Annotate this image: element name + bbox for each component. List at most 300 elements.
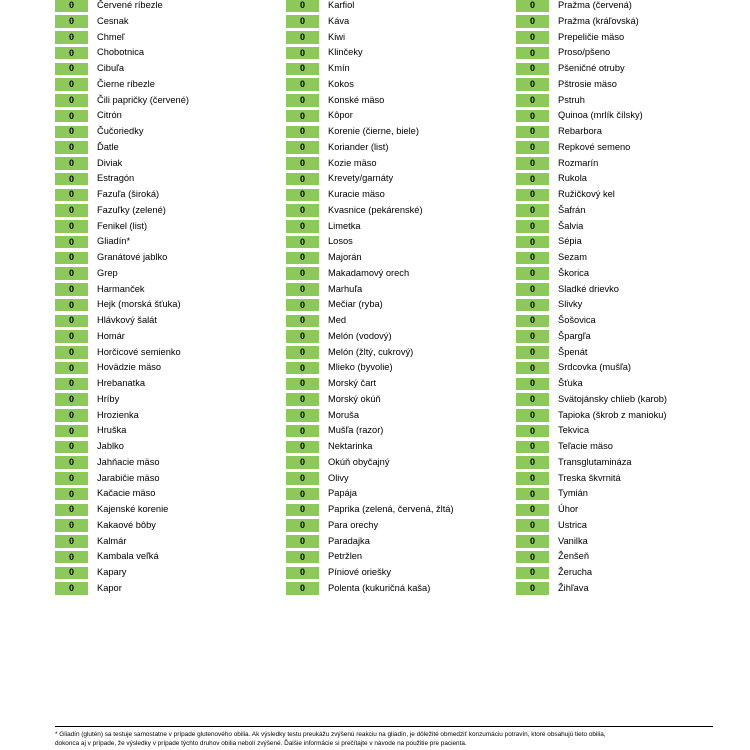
reaction-score-badge: 0 [55, 236, 88, 249]
food-name: Morský čart [328, 378, 377, 389]
food-name: Žerucha [558, 567, 593, 578]
food-name: Gliadín* [97, 236, 131, 247]
food-name: Kambala veľká [97, 551, 159, 562]
food-row [516, 471, 667, 487]
food-name: Sezam [558, 252, 587, 263]
food-name: Kokos [328, 78, 354, 89]
reaction-score-badge: 0 [55, 141, 88, 154]
reaction-score-badge: 0 [516, 220, 549, 233]
reaction-score-badge: 0 [55, 456, 88, 469]
food-row [286, 61, 454, 77]
reaction-score-badge: 0 [55, 63, 88, 76]
food-row [286, 14, 454, 30]
footnote-line-1: * Gliadín (glutén) sa testuje samostatne v prípade glutenového obilia. Ak výsledky testu preukážu zvýšenú reakciu na gliadín, je dôležité obmedziť konzumáciu potravín, ktoré obsahujú tieto obilia, [55, 731, 606, 738]
food-row [516, 360, 667, 376]
food-name: Morský okúň [328, 393, 381, 404]
food-name: Hríby [97, 393, 120, 404]
reaction-score-badge: 0 [516, 409, 549, 422]
reaction-score-badge: 0 [516, 535, 549, 548]
food-name: Okúň obyčajný [328, 456, 390, 467]
food-row [286, 45, 454, 61]
food-name: Jahňacie mäso [97, 456, 160, 467]
food-name: Kajenské korenie [97, 504, 169, 515]
reaction-score-badge: 0 [286, 63, 319, 76]
reaction-score-badge: 0 [286, 567, 319, 580]
reaction-score-badge: 0 [516, 0, 549, 12]
reaction-score-badge: 0 [286, 252, 319, 265]
food-row [286, 439, 454, 455]
reaction-score-badge: 0 [55, 472, 88, 485]
reaction-score-badge: 0 [55, 31, 88, 44]
food-row [55, 187, 189, 203]
reaction-score-badge: 0 [516, 315, 549, 328]
food-row [516, 455, 667, 471]
food-name: Šalvia [558, 220, 584, 231]
reaction-score-badge: 0 [55, 0, 88, 12]
reaction-score-badge: 0 [55, 126, 88, 139]
reaction-score-badge: 0 [55, 15, 88, 28]
food-name: Rukola [558, 173, 587, 184]
food-row [55, 534, 189, 550]
food-row [55, 360, 189, 376]
food-row [516, 581, 667, 597]
food-row [55, 156, 189, 172]
food-name: Citrón [97, 110, 122, 121]
food-row [516, 376, 667, 392]
reaction-score-badge: 0 [516, 378, 549, 391]
food-row [286, 329, 454, 345]
reaction-score-badge: 0 [55, 330, 88, 343]
food-row [286, 518, 454, 534]
food-row [286, 30, 454, 46]
food-name: Tymián [558, 488, 588, 499]
reaction-score-badge: 0 [286, 267, 319, 280]
food-row [286, 502, 454, 518]
food-name: Para orechy [328, 519, 379, 530]
food-row [55, 297, 189, 313]
food-row [516, 124, 667, 140]
food-name: Úhor [558, 504, 579, 515]
reaction-score-badge: 0 [286, 378, 319, 391]
food-row [516, 14, 667, 30]
food-name: Majorán [328, 252, 362, 263]
food-row [286, 219, 454, 235]
reaction-score-badge: 0 [55, 94, 88, 107]
food-name: Červené ríbezle [97, 0, 163, 11]
food-row [516, 93, 667, 109]
food-row [286, 187, 454, 203]
food-row [516, 534, 667, 550]
reaction-score-badge: 0 [286, 220, 319, 233]
reaction-score-badge: 0 [55, 519, 88, 532]
food-row [516, 518, 667, 534]
food-row [516, 297, 667, 313]
food-name: Petržlen [328, 551, 363, 562]
food-name: Ďatle [97, 141, 119, 152]
reaction-score-badge: 0 [286, 31, 319, 44]
reaction-score-badge: 0 [516, 330, 549, 343]
reaction-score-badge: 0 [516, 78, 549, 91]
food-row [55, 45, 189, 61]
food-name: Losos [328, 236, 353, 247]
food-name: Limetka [328, 220, 361, 231]
food-name: Krevety/garnáty [328, 173, 394, 184]
reaction-score-badge: 0 [55, 567, 88, 580]
food-name: Jarabičie mäso [97, 472, 160, 483]
food-name: Harmanček [97, 283, 145, 294]
food-column-2 [286, 0, 454, 597]
food-row [55, 471, 189, 487]
food-row [55, 329, 189, 345]
reaction-score-badge: 0 [55, 488, 88, 501]
food-name: Estragón [97, 173, 135, 184]
food-name: Rebarbora [558, 126, 602, 137]
food-name: Šťuka [558, 378, 583, 389]
food-row [516, 345, 667, 361]
food-name: Moruša [328, 409, 360, 420]
food-name: Píniové oriešky [328, 567, 392, 578]
food-name: Transglutamináza [558, 456, 632, 467]
food-column-3 [516, 0, 667, 597]
food-name: Karfiol [328, 0, 355, 11]
reaction-score-badge: 0 [55, 47, 88, 60]
reaction-score-badge: 0 [516, 567, 549, 580]
reaction-score-badge: 0 [516, 299, 549, 312]
food-row [55, 108, 189, 124]
food-row [516, 565, 667, 581]
reaction-score-badge: 0 [516, 204, 549, 217]
food-name: Tekvica [558, 425, 589, 436]
reaction-score-badge: 0 [516, 63, 549, 76]
food-name: Žihľava [558, 582, 589, 593]
food-name: Hlávkový šalát [97, 315, 157, 326]
reaction-score-badge: 0 [516, 31, 549, 44]
food-name: Kvasnice (pekárenské) [328, 204, 423, 215]
reaction-score-badge: 0 [286, 393, 319, 406]
food-name: Horčicové semienko [97, 346, 181, 357]
reaction-score-badge: 0 [516, 441, 549, 454]
food-name: Pražma (červená) [558, 0, 632, 11]
food-name: Šošovica [558, 315, 596, 326]
food-name: Pštrosie mäso [558, 78, 617, 89]
food-row [286, 360, 454, 376]
food-row [516, 171, 667, 187]
food-name: Ustrica [558, 519, 587, 530]
food-row [55, 313, 189, 329]
food-row [286, 376, 454, 392]
food-row [286, 108, 454, 124]
reaction-score-badge: 0 [286, 15, 319, 28]
food-row [55, 282, 189, 298]
food-name: Granátové jablko [97, 252, 168, 263]
food-row [55, 408, 189, 424]
food-row [286, 156, 454, 172]
reaction-score-badge: 0 [516, 393, 549, 406]
food-row [516, 502, 667, 518]
food-name: Kakaové bôby [97, 519, 156, 530]
food-name: Čili papričky (červené) [97, 94, 189, 105]
food-row [286, 345, 454, 361]
reaction-score-badge: 0 [55, 299, 88, 312]
food-name: Kalmár [97, 535, 127, 546]
food-name: Mečiar (ryba) [328, 299, 383, 310]
reaction-score-badge: 0 [516, 157, 549, 170]
food-name: Špenát [558, 346, 588, 357]
reaction-score-badge: 0 [55, 362, 88, 375]
food-name: Fazuľa (široká) [97, 189, 160, 200]
food-name: Hrozienka [97, 409, 139, 420]
food-name: Grep [97, 267, 118, 278]
reaction-score-badge: 0 [286, 299, 319, 312]
food-row [516, 439, 667, 455]
reaction-score-badge: 0 [55, 535, 88, 548]
food-name: Papája [328, 488, 357, 499]
food-row [516, 187, 667, 203]
reaction-score-badge: 0 [55, 189, 88, 202]
reaction-score-badge: 0 [55, 551, 88, 564]
food-name: Fazuľky (zelené) [97, 204, 166, 215]
reaction-score-badge: 0 [286, 582, 319, 595]
food-row [516, 203, 667, 219]
food-row [55, 250, 189, 266]
reaction-score-badge: 0 [286, 315, 319, 328]
food-row [286, 266, 454, 282]
reaction-score-badge: 0 [516, 236, 549, 249]
food-row [286, 549, 454, 565]
food-name: Pstruh [558, 94, 585, 105]
food-row [516, 30, 667, 46]
food-row [286, 140, 454, 156]
food-name: Melón (žltý, cukrový) [328, 346, 414, 357]
food-row [286, 471, 454, 487]
food-name: Čučoriedky [97, 126, 144, 137]
reaction-score-badge: 0 [286, 204, 319, 217]
food-row [286, 250, 454, 266]
food-row [516, 423, 667, 439]
reaction-score-badge: 0 [286, 409, 319, 422]
food-name: Špargľa [558, 330, 591, 341]
reaction-score-badge: 0 [55, 441, 88, 454]
food-row [286, 234, 454, 250]
food-row [286, 313, 454, 329]
food-row [55, 486, 189, 502]
reaction-score-badge: 0 [286, 47, 319, 60]
food-name: Sladké drievko [558, 283, 619, 294]
food-row [516, 108, 667, 124]
reaction-score-badge: 0 [516, 488, 549, 501]
food-row [55, 502, 189, 518]
food-row [286, 486, 454, 502]
food-row [516, 486, 667, 502]
food-name: Marhuľa [328, 283, 363, 294]
food-name: Hrebanatka [97, 378, 146, 389]
food-name: Mlieko (byvolie) [328, 362, 393, 373]
food-name: Káva [328, 15, 350, 26]
reaction-score-badge: 0 [286, 110, 319, 123]
food-name: Rozmarín [558, 157, 599, 168]
food-name: Kuracie mäso [328, 189, 385, 200]
reaction-score-badge: 0 [286, 78, 319, 91]
reaction-score-badge: 0 [516, 283, 549, 296]
reaction-score-badge: 0 [286, 346, 319, 359]
food-name: Proso/pšeno [558, 47, 611, 58]
food-row [286, 93, 454, 109]
reaction-score-badge: 0 [286, 488, 319, 501]
food-row [516, 61, 667, 77]
food-name: Polenta (kukuričná kaša) [328, 582, 431, 593]
food-name: Paprika (zelená, červená, žltá) [328, 504, 454, 515]
food-name: Mušľa (razor) [328, 425, 384, 436]
food-name: Koriander (list) [328, 141, 389, 152]
reaction-score-badge: 0 [516, 346, 549, 359]
food-name: Srdcovka (mušľa) [558, 362, 631, 373]
food-row [286, 203, 454, 219]
food-name: Kôpor [328, 110, 353, 121]
food-row [516, 156, 667, 172]
food-name: Hruška [97, 425, 127, 436]
reaction-score-badge: 0 [55, 204, 88, 217]
food-row [516, 408, 667, 424]
food-row [286, 581, 454, 597]
reaction-score-badge: 0 [55, 220, 88, 233]
food-row [55, 345, 189, 361]
reaction-score-badge: 0 [516, 15, 549, 28]
food-name: Cesnak [97, 15, 129, 26]
food-row [55, 392, 189, 408]
reaction-score-badge: 0 [516, 267, 549, 280]
food-name: Konské mäso [328, 94, 385, 105]
food-name: Korenie (čierne, biele) [328, 126, 419, 137]
reaction-score-badge: 0 [516, 126, 549, 139]
food-name: Paradajka [328, 535, 370, 546]
reaction-score-badge: 0 [516, 551, 549, 564]
food-row [516, 392, 667, 408]
reaction-score-badge: 0 [55, 378, 88, 391]
food-name: Pšeničné otruby [558, 63, 625, 74]
reaction-score-badge: 0 [55, 315, 88, 328]
food-name: Fenikel (list) [97, 220, 148, 231]
food-name: Quinoa (mrlík čílsky) [558, 110, 643, 121]
food-name: Cibuľa [97, 63, 125, 74]
reaction-score-badge: 0 [516, 141, 549, 154]
food-row [286, 423, 454, 439]
food-row [55, 30, 189, 46]
food-row [286, 0, 454, 14]
food-row [55, 581, 189, 597]
food-row [286, 408, 454, 424]
food-row [516, 250, 667, 266]
reaction-score-badge: 0 [286, 362, 319, 375]
food-row [516, 234, 667, 250]
food-row [516, 329, 667, 345]
food-row [286, 297, 454, 313]
food-name: Kapor [97, 582, 122, 593]
food-row [55, 219, 189, 235]
food-name: Diviak [97, 157, 123, 168]
food-name: Svätojánsky chlieb (karob) [558, 393, 668, 404]
reaction-score-badge: 0 [516, 252, 549, 265]
food-name: Chobotnica [97, 47, 145, 58]
food-row [286, 534, 454, 550]
reaction-score-badge: 0 [516, 456, 549, 469]
reaction-score-badge: 0 [286, 519, 319, 532]
food-row [516, 313, 667, 329]
food-row [516, 0, 667, 14]
food-row [286, 77, 454, 93]
reaction-score-badge: 0 [55, 409, 88, 422]
reaction-score-badge: 0 [286, 472, 319, 485]
food-name: Teľacie mäso [558, 441, 613, 452]
reaction-score-badge: 0 [516, 582, 549, 595]
reaction-score-badge: 0 [55, 78, 88, 91]
reaction-score-badge: 0 [286, 189, 319, 202]
food-name: Treska škvrnitá [558, 472, 621, 483]
food-name: Makadamový orech [328, 267, 410, 278]
food-row [516, 219, 667, 235]
reaction-score-badge: 0 [55, 425, 88, 438]
food-row [516, 266, 667, 282]
food-row [286, 171, 454, 187]
food-column-1 [55, 0, 189, 597]
food-name: Škorica [558, 267, 590, 278]
food-name: Olivy [328, 472, 349, 483]
reaction-score-badge: 0 [516, 110, 549, 123]
reaction-score-badge: 0 [516, 504, 549, 517]
reaction-score-badge: 0 [516, 519, 549, 532]
food-row [55, 549, 189, 565]
food-name: Ružičkový kel [558, 189, 615, 200]
reaction-score-badge: 0 [516, 362, 549, 375]
reaction-score-badge: 0 [516, 94, 549, 107]
food-name: Slivky [558, 299, 583, 310]
food-row [286, 282, 454, 298]
reaction-score-badge: 0 [286, 456, 319, 469]
food-row [286, 455, 454, 471]
reaction-score-badge: 0 [55, 110, 88, 123]
food-name: Prepeličie mäso [558, 31, 625, 42]
food-row [516, 140, 667, 156]
reaction-score-badge: 0 [286, 441, 319, 454]
food-name: Hovädzie mäso [97, 362, 162, 373]
food-row [55, 376, 189, 392]
reaction-score-badge: 0 [55, 393, 88, 406]
reaction-score-badge: 0 [516, 173, 549, 186]
reaction-score-badge: 0 [286, 157, 319, 170]
reaction-score-badge: 0 [286, 425, 319, 438]
reaction-score-badge: 0 [55, 267, 88, 280]
footnote-divider [55, 726, 713, 727]
reaction-score-badge: 0 [286, 141, 319, 154]
food-row [55, 266, 189, 282]
reaction-score-badge: 0 [55, 582, 88, 595]
footnote [55, 731, 720, 748]
food-row [55, 77, 189, 93]
reaction-score-badge: 0 [516, 47, 549, 60]
food-row [516, 282, 667, 298]
reaction-score-badge: 0 [286, 173, 319, 186]
reaction-score-badge: 0 [55, 346, 88, 359]
reaction-score-badge: 0 [286, 504, 319, 517]
reaction-score-badge: 0 [516, 189, 549, 202]
food-name: Klinčeky [328, 47, 363, 58]
food-name: Šafrán [558, 204, 586, 215]
reaction-score-badge: 0 [286, 236, 319, 249]
food-name: Nektarinka [328, 441, 373, 452]
footnote-line-2: dokonca aj v prípade, že výsledky v prípade týchto druhov obilia nebolí zvýšené. Ďalšie informácie si prečítajte v návode na použitie pre pacienta. [55, 739, 467, 747]
reaction-score-badge: 0 [286, 551, 319, 564]
food-name: Kiwi [328, 31, 346, 42]
food-row [55, 93, 189, 109]
